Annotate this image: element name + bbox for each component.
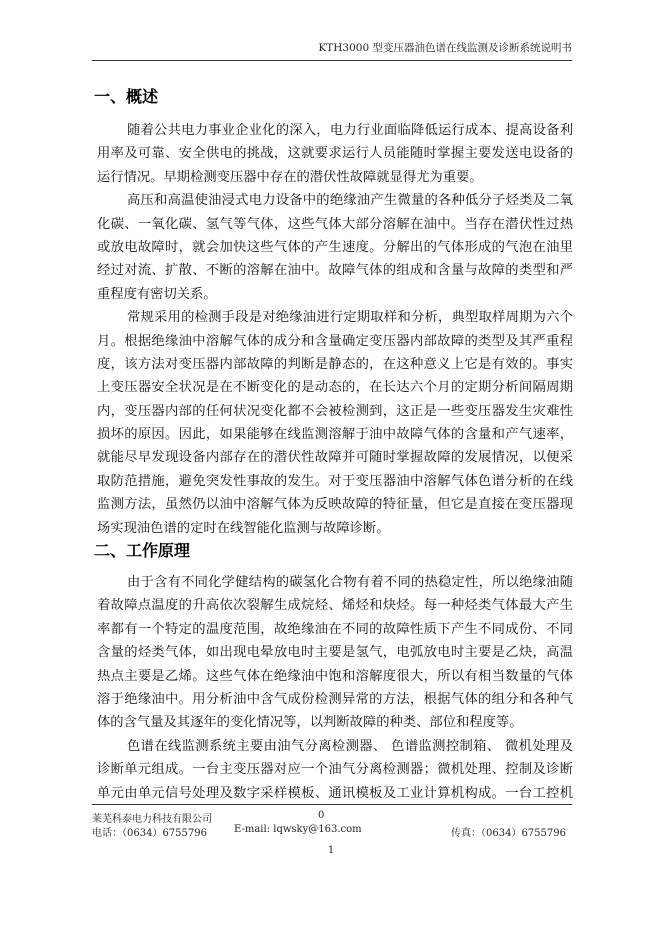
running-header: KTH3000 型变压器油色谱在线监测及诊断系统说明书 (318, 42, 572, 54)
footer-company: 莱芜科泰电力科技有限公司 (92, 814, 212, 825)
footer-fax: 传真：（0634）6755796 (451, 828, 566, 839)
footer-number: 0 (318, 810, 325, 821)
section-heading-overview: 一、概述 (94, 87, 159, 106)
text-line: 内，变压器内部的任何状况变化都不会被检测到，这正是一些变压器发生灾难性 (97, 403, 573, 419)
text-line: 率都有一个特定的温度范围，故绝缘油在不同的故障性质下产生不同成份、不同 (97, 621, 573, 637)
text-line: 经过对流、扩散、不断的溶解在油中。故障气体的组成和含量与故障的类型和严 (97, 263, 573, 279)
text-line: 常规采用的检测手段是对绝缘油进行定期取样和分析，典型取样周期为六个 (127, 310, 573, 326)
text-line: 色谱在线监测系统主要由油气分离检测器、 色谱监测控制箱、 微机处理及 (127, 738, 573, 754)
text-line: 度，该方法对变压器内部故障的判断是静态的，在这种意义上它是有效的。事实 (97, 356, 573, 372)
text-line: 着故障点温度的升高依次裂解生成烷烃、烯烃和炔烃。每一种烃类气体最大产生 (97, 598, 573, 614)
footer-rule (92, 804, 572, 805)
text-line: 取防范措施，避免突发性事故的发生。对于变压器油中溶解气体色谱分析的在线 (97, 473, 573, 489)
text-line: 月。根据绝缘油中溶解气体的成分和含量确定变压器内部故障的类型及其严重程 (97, 333, 573, 349)
section-body-principle (97, 571, 573, 805)
text-line: 热点主要是乙烯。这些气体在绝缘油中饱和溶解度很大，所以有相当数量的气体 (97, 668, 573, 684)
text-line: 诊断单元组成。一台主变压器对应一个油气分离检测器；微机处理、控制及诊断 (97, 762, 573, 778)
text-line: 单元由单元信号处理及数字采样模板、通讯模板及工业计算机构成。一台工控机 (97, 785, 573, 801)
text-line: 化碳、一氧化碳、氢气等气体，这些气体大部分溶解在油中。当存在潜伏性过热 (97, 216, 573, 232)
section-heading-principle: 二、工作原理 (94, 541, 191, 560)
text-line: 高压和高温使油浸式电力设备中的绝缘油产生微量的各种低分子烃类及二氧 (127, 193, 573, 209)
footer-email: E-mail: lqwsky@163.com (234, 824, 362, 835)
text-line: 含量的烃类气体，如出现电晕放电时主要是氢气，电弧放电时主要是乙炔，高温 (97, 645, 573, 661)
text-line: 重程度有密切关系。 (97, 286, 217, 302)
text-line: 体的含气量及其逐年的变化情况等，以判断故障的种类、部位和程度等。 (97, 715, 523, 731)
text-line: 运行情况。早期检测变压器中存在的潜伏性故障就显得尤为重要。 (97, 169, 483, 185)
text-line: 或放电故障时，就会加快这些气体的产生速度。分解出的气体形成的气泡在油里 (97, 239, 573, 255)
text-line: 随着公共电力事业企业化的深入，电力行业面临降低运行成本、提高设备利 (127, 123, 573, 138)
text-line: 监测方法，虽然仍以油中溶解气体为反映故障的特征量，但它是直接在变压器现 (97, 497, 573, 513)
text-line: 上变压器安全状况是在不断变化的是动态的，在长达六个月的定期分析间隔周期 (97, 380, 573, 396)
text-line: 用率及可靠、安全供电的挑战，这就要求运行人员能随时掌握主要发送电设备的 (97, 146, 573, 162)
text-line: 损坏的原因。因此，如果能够在线监测溶解于油中故障气体的含量和产气速率， (97, 427, 573, 443)
section-body-overview (97, 119, 573, 540)
text-line: 由于含有不同化学健结构的碳氢化合物有着不同的热稳定性，所以绝缘油随 (127, 575, 573, 590)
footer-phone: 电话：（0634）6755796 (92, 828, 207, 839)
page-number: 1 (327, 845, 335, 856)
text-line: 场实现油色谱的定时在线智能化监测与故障诊断。 (97, 520, 390, 536)
text-line: 溶于绝缘油中。用分析油中含气成份检测异常的方法，根据气体的组分和各种气 (97, 691, 573, 707)
header-rule (92, 60, 572, 61)
text-line: 就能尽早发现设备内部存在的潜伏性故障并可随时掌握故障的发展情况，以便采 (97, 450, 573, 466)
